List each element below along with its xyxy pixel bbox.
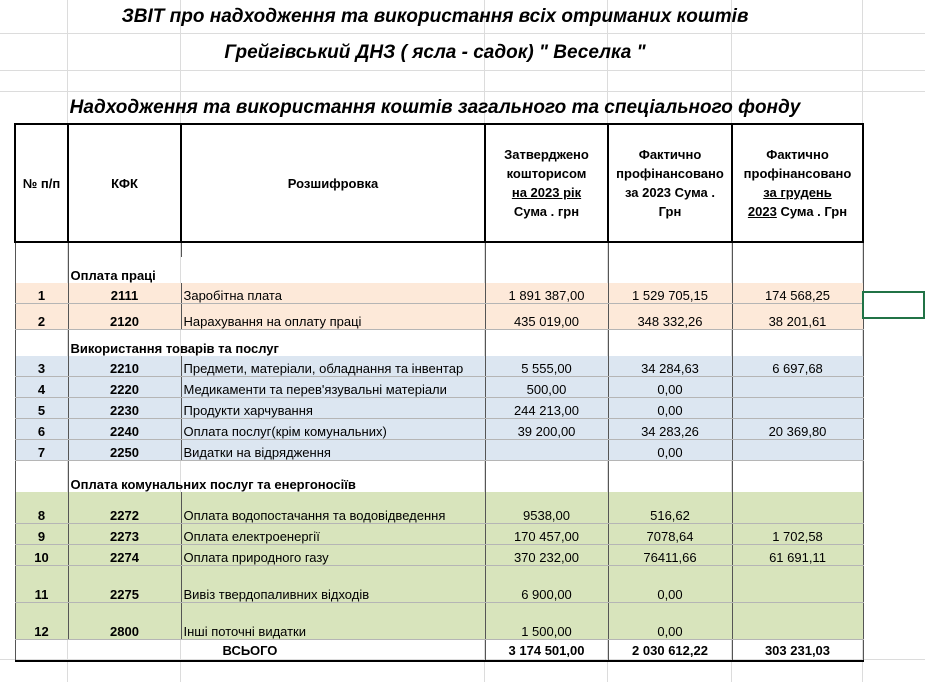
total-label[interactable]: ВСЬОГО (15, 640, 485, 662)
row-approved[interactable]: 170 457,00 (485, 524, 608, 545)
header-financed-line1: Фактично (638, 147, 702, 162)
row-financed[interactable]: 0,00 (608, 440, 732, 461)
row-description[interactable]: Оплата послуг(крім комунальних) (181, 419, 485, 440)
table-row (15, 377, 863, 398)
row-description[interactable]: Нарахування на оплату праці (181, 304, 485, 330)
row-num[interactable]: 5 (15, 398, 68, 419)
row-december[interactable] (732, 377, 863, 398)
row-kfk[interactable]: 2210 (68, 356, 181, 377)
row-financed[interactable]: 0,00 (608, 377, 732, 398)
total-december[interactable]: 303 231,03 (732, 640, 863, 662)
row-financed[interactable]: 34 283,26 (608, 419, 732, 440)
total-approved[interactable]: 3 174 501,00 (485, 640, 608, 662)
row-description[interactable]: Вивіз твердопаливних відходів (181, 566, 485, 603)
row-financed[interactable]: 0,00 (608, 603, 732, 640)
row-december[interactable] (732, 566, 863, 603)
row-kfk[interactable]: 2120 (68, 304, 181, 330)
row-kfk[interactable]: 2274 (68, 545, 181, 566)
row-num[interactable]: 2 (15, 304, 68, 330)
row-kfk[interactable]: 2272 (68, 492, 181, 524)
row-kfk[interactable]: 2275 (68, 566, 181, 603)
row-december[interactable]: 174 568,25 (732, 283, 863, 304)
header-num[interactable]: № п/п (15, 124, 68, 242)
header-approved-line1: Затверджено (504, 147, 589, 162)
row-description[interactable]: Медикаменти та перев'язувальні матеріали (181, 377, 485, 398)
header-financed-line2: профінансовано (616, 166, 724, 181)
section-label[interactable]: Використання товарів та послуг (68, 330, 485, 357)
row-approved[interactable]: 500,00 (485, 377, 608, 398)
row-financed[interactable]: 516,62 (608, 492, 732, 524)
header-approved[interactable] (485, 124, 608, 242)
total-financed[interactable]: 2 030 612,22 (608, 640, 732, 662)
row-num[interactable]: 3 (15, 356, 68, 377)
row-approved[interactable]: 5 555,00 (485, 356, 608, 377)
row-approved[interactable] (485, 440, 608, 461)
row-financed[interactable]: 34 284,63 (608, 356, 732, 377)
selected-cell-outline[interactable] (862, 291, 925, 319)
header-december-unit: Сума . Грн (776, 204, 848, 219)
row-approved[interactable]: 370 232,00 (485, 545, 608, 566)
row-december[interactable]: 20 369,80 (732, 419, 863, 440)
row-description[interactable]: Предмети, матеріали, обладнання та інвентар (181, 356, 485, 377)
row-december[interactable] (732, 398, 863, 419)
table-row (15, 440, 863, 461)
section-row (15, 461, 863, 493)
row-num[interactable]: 9 (15, 524, 68, 545)
table-header-row (15, 124, 863, 242)
row-approved[interactable]: 1 891 387,00 (485, 283, 608, 304)
row-description[interactable]: Інші поточні видатки (181, 603, 485, 640)
row-kfk[interactable]: 2273 (68, 524, 181, 545)
row-kfk[interactable]: 2800 (68, 603, 181, 640)
row-december[interactable]: 38 201,61 (732, 304, 863, 330)
row-approved[interactable]: 1 500,00 (485, 603, 608, 640)
row-approved[interactable]: 6 900,00 (485, 566, 608, 603)
institution-name: Грейгівський ДНЗ ( ясла - садок) " Веселка " (224, 42, 646, 63)
section-row (15, 257, 863, 283)
header-december-year: 2023 (747, 204, 777, 219)
row-approved[interactable]: 39 200,00 (485, 419, 608, 440)
header-financed-line4: Грн (658, 204, 682, 219)
table-row (15, 356, 863, 377)
row-approved[interactable]: 244 213,00 (485, 398, 608, 419)
row-num[interactable]: 4 (15, 377, 68, 398)
table-row (15, 283, 863, 304)
row-financed[interactable]: 0,00 (608, 398, 732, 419)
row-december[interactable]: 6 697,68 (732, 356, 863, 377)
row-december[interactable] (732, 492, 863, 524)
row-financed[interactable]: 7078,64 (608, 524, 732, 545)
row-approved[interactable]: 435 019,00 (485, 304, 608, 330)
row-description[interactable]: Оплата природного газу (181, 545, 485, 566)
section-label[interactable]: Оплата праці (68, 257, 485, 283)
row-financed[interactable]: 1 529 705,15 (608, 283, 732, 304)
section-row (15, 330, 863, 357)
header-financed[interactable] (608, 124, 732, 242)
row-num[interactable]: 1 (15, 283, 68, 304)
table-row (15, 566, 863, 603)
header-december-line1: Фактично (766, 147, 829, 162)
table-row (15, 492, 863, 524)
header-december-line2: профінансовано (743, 166, 852, 181)
row-december[interactable]: 61 691,11 (732, 545, 863, 566)
row-description[interactable]: Оплата водопостачання та водовідведення (181, 492, 485, 524)
row-financed[interactable]: 0,00 (608, 566, 732, 603)
funds-table (14, 123, 864, 662)
row-description[interactable]: Оплата електроенергії (181, 524, 485, 545)
row-description[interactable]: Видатки на відрядження (181, 440, 485, 461)
row-kfk[interactable]: 2240 (68, 419, 181, 440)
header-approved-line4: Сума . грн (513, 204, 580, 219)
row-description[interactable]: Заробітна плата (181, 283, 485, 304)
report-subtitle: Надходження та використання коштів загального та спеціального фонду (69, 97, 801, 118)
total-row (15, 640, 863, 662)
section-label[interactable]: Оплата комунальних послуг та енергоносіїв (68, 461, 485, 493)
header-approved-line2: кошторисом (506, 166, 587, 181)
table-row (15, 524, 863, 545)
header-december-line3: за грудень (763, 185, 832, 200)
row-num[interactable]: 10 (15, 545, 68, 566)
row-approved[interactable]: 9538,00 (485, 492, 608, 524)
row-kfk[interactable]: 2111 (68, 283, 181, 304)
report-title: ЗВІТ про надходження та використання всіх отриманих коштів (121, 6, 749, 27)
row-num[interactable]: 8 (15, 492, 68, 524)
row-kfk[interactable]: 2250 (68, 440, 181, 461)
row-kfk[interactable]: 2230 (68, 398, 181, 419)
table-row (15, 398, 863, 419)
row-num[interactable]: 6 (15, 419, 68, 440)
table-row (15, 545, 863, 566)
row-num[interactable]: 7 (15, 440, 68, 461)
header-kfk[interactable]: КФК (68, 124, 181, 242)
header-december[interactable] (732, 124, 863, 242)
table-row (15, 419, 863, 440)
row-num[interactable]: 12 (15, 603, 68, 640)
row-december[interactable] (732, 603, 863, 640)
table-row (15, 603, 863, 640)
row-num[interactable]: 11 (15, 566, 68, 603)
row-description[interactable]: Продукти харчування (181, 398, 485, 419)
row-december[interactable] (732, 440, 863, 461)
header-financed-line3: за 2023 Сума . (624, 185, 715, 200)
row-december[interactable]: 1 702,58 (732, 524, 863, 545)
header-description[interactable]: Розшифровка (181, 124, 485, 242)
row-financed[interactable]: 76411,66 (608, 545, 732, 566)
row-financed[interactable]: 348 332,26 (608, 304, 732, 330)
row-kfk[interactable]: 2220 (68, 377, 181, 398)
table-row (15, 304, 863, 330)
header-approved-line3: на 2023 рік (511, 185, 582, 200)
